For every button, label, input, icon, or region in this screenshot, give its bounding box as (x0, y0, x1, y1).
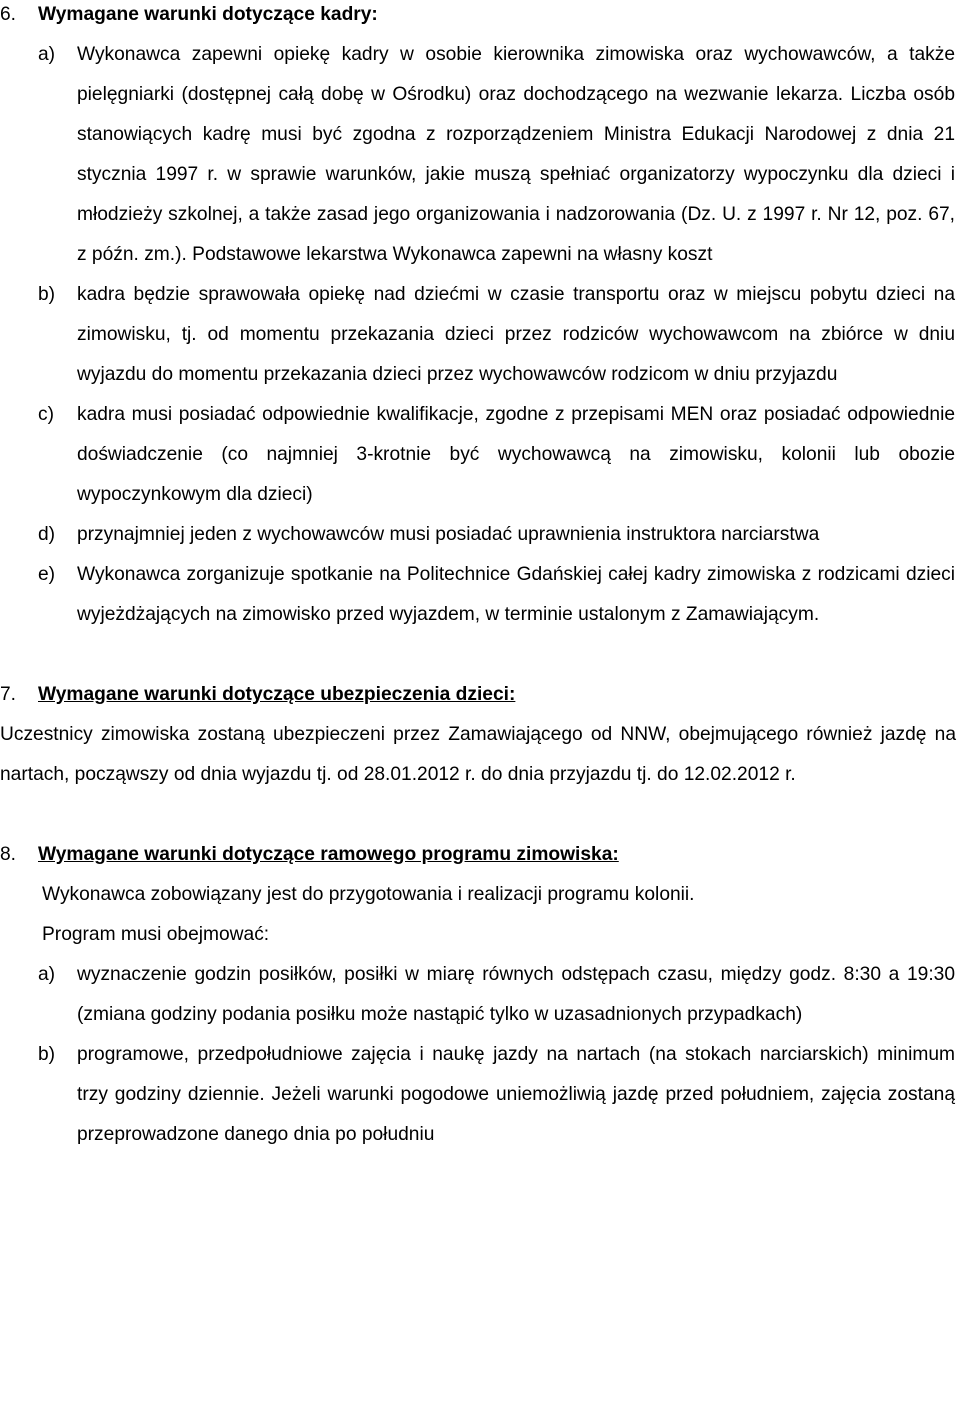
list-item (0, 275, 960, 395)
list-item-letter: e) (38, 564, 56, 585)
list-item-letter: a) (38, 964, 56, 985)
section-number: 6. (0, 4, 17, 25)
list-item-letter: b) (38, 1044, 56, 1065)
section-gap (0, 795, 960, 835)
section-gap (0, 635, 960, 675)
list-item-letter: b) (38, 284, 56, 305)
list-item-letter: d) (38, 524, 56, 545)
section-8-intro: Wykonawca zobowiązany jest do przygotowania i realizacji programu kolonii. (42, 884, 695, 905)
section-6-heading (0, 0, 960, 35)
list-item (0, 35, 960, 275)
section-7-heading (0, 675, 960, 715)
list-item-text: wyznaczenie godzin posiłków, posiłki w miarę równych odstępach czasu, między godz. 8:30 a 19:30 (zmiana godziny podania posiłku może nastąpić tylko w uzasadnionych przypadkach) (77, 964, 955, 1025)
list-item (0, 395, 960, 515)
section-title: Wymagane warunki dotyczące ramowego programu zimowiska: (38, 844, 619, 865)
list-item-text: przynajmniej jeden z wychowawców musi posiadać uprawnienia instruktora narciarstwa (77, 524, 820, 545)
section-number: 8. (0, 844, 17, 865)
list-item (0, 955, 960, 1035)
section-8-heading (0, 835, 960, 875)
section-8-intro-2: Program musi obejmować: (42, 924, 270, 945)
section-7-paragraph: Uczestnicy zimowiska zostaną ubezpieczeni przez Zamawiającego od NNW, obejmującego również jazdę na nartach, począwszy od dnia wyjazdu tj. od 28.01.2012 r. do dnia przyjazdu tj. do 12.02.2012 r. (0, 724, 956, 785)
list-item (0, 515, 960, 555)
section-title: Wymagane warunki dotyczące kadry: (38, 4, 378, 25)
list-item-letter: a) (38, 44, 56, 65)
list-item-text: Wykonawca zapewni opiekę kadry w osobie kierownika zimowiska oraz wychowawców, a także pielęgniarki (dostępnej całą dobę w Ośrodku) oraz dochodzącego na wezwanie lekarza. Liczba osób stanowiących kadrę musi być zgodna z rozporządzeniem Ministra Edukacji Narodowej z dnia 21 stycznia 1997 r. w sprawie warunków, jakie muszą spełniać organizatorzy wypoczynku dla dzieci i młodzieży szkolnej, a także zasad jego organizowania i nadzorowania (Dz. U. z 1997 r. Nr 12, poz. 67, z późn. zm.). Podstawowe lekarstwa Wykonawca zapewni na własny koszt (77, 44, 955, 265)
list-item-letter: c) (38, 404, 54, 425)
section-title: Wymagane warunki dotyczące ubezpieczenia dzieci: (38, 684, 516, 705)
list-item-text: kadra będzie sprawowała opiekę nad dziećmi w czasie transportu oraz w miejscu pobytu dzieci na zimowisku, tj. od momentu przekazania dzieci przez rodziców wychowawcom na zbiórce w dniu wyjazdu do momentu przekazania dzieci przez wychowawców rodzicom w dniu przyjazdu (77, 284, 955, 385)
list-item-text: programowe, przedpołudniowe zajęcia i naukę jazdy na nartach (na stokach narciarskich) minimum trzy godziny dziennie. Jeżeli warunki pogodowe uniemożliwią jazdę przed południem, zajęcia zostaną przeprowadzone danego dnia po południu (77, 1044, 955, 1145)
list-item-text: kadra musi posiadać odpowiednie kwalifikacje, zgodne z przepisami MEN oraz posiadać odpowiednie doświadczenie (co najmniej 3-krotnie być wychowawcą na zimowisku, kolonii lub obozie wypoczynkowym dla dzieci) (77, 404, 955, 505)
list-item (0, 555, 960, 635)
section-number: 7. (0, 684, 17, 705)
list-item-text: Wykonawca zorganizuje spotkanie na Politechnice Gdańskiej całej kadry zimowiska z rodzicami dzieci wyjeżdżających na zimowisko przed wyjazdem, w terminie ustalonym z Zamawiającym. (77, 564, 955, 625)
list-item (0, 1035, 960, 1155)
